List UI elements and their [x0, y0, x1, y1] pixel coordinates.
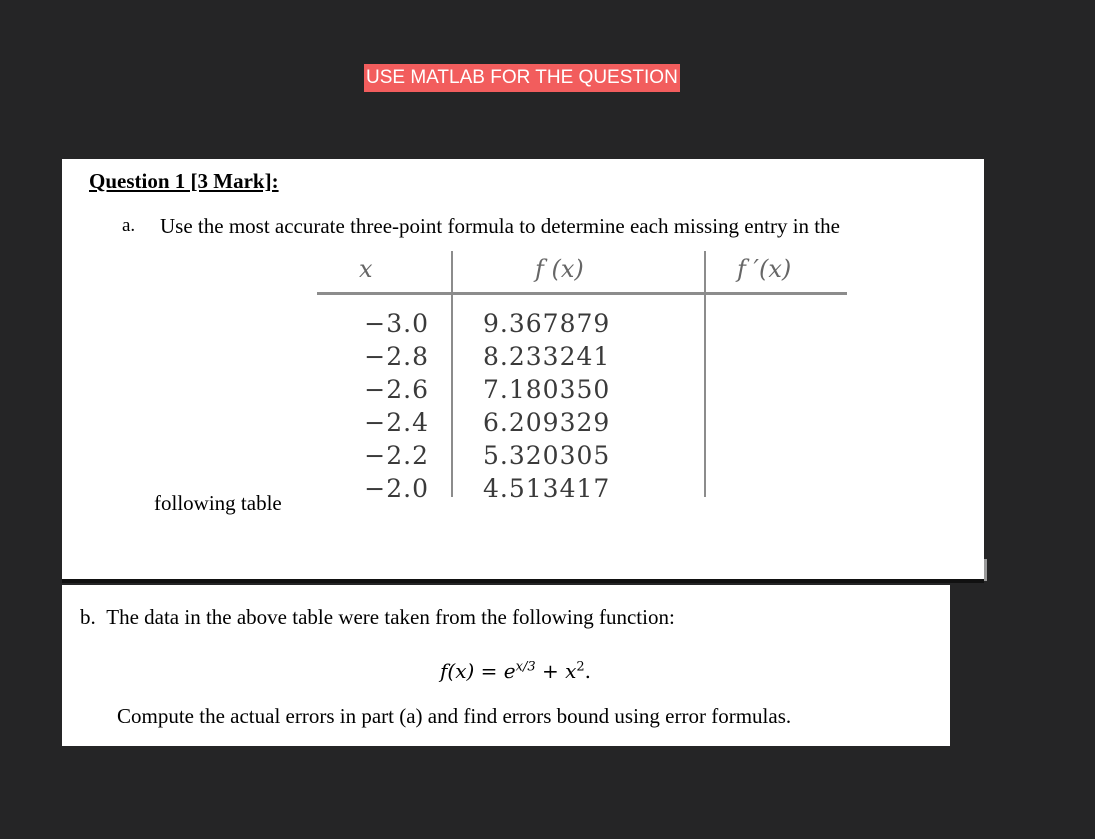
formula-square: 2 [576, 659, 585, 675]
header-fx: f (x) [535, 255, 584, 283]
table-cell-x: −2.4 [364, 408, 429, 437]
function-formula [440, 659, 591, 683]
panel-edge [984, 559, 987, 581]
table-cell-x: −2.8 [364, 342, 429, 371]
question-title: Question 1 [3 Mark]: [89, 169, 279, 193]
table-cell-x: −2.2 [364, 441, 429, 470]
table-cell-fx: 8.233241 [483, 342, 611, 371]
table-cell-fx: 5.320305 [483, 441, 611, 470]
table-column-rule [451, 251, 453, 497]
part-b-marker: b. [80, 605, 96, 629]
fx-column [483, 307, 683, 505]
formula-exponent: x/3 [515, 659, 536, 675]
question-panel-b [62, 585, 950, 746]
formula-lhs: f(x) = e [440, 659, 516, 683]
part-b-statement: The data in the above table were taken from the following function: [106, 605, 675, 629]
table-cell-fx: 4.513417 [483, 474, 611, 503]
table-header-rule [317, 292, 847, 295]
question-panel-a [62, 159, 984, 579]
part-a-continuation: following table [154, 491, 282, 515]
header-x: x [359, 255, 373, 283]
data-table [317, 251, 857, 501]
panel-bottom-rule [62, 579, 984, 583]
table-cell-fx: 9.367879 [483, 309, 611, 338]
part-a-marker: a. [122, 215, 136, 236]
table-cell-fx: 7.180350 [483, 375, 611, 404]
table-cell-x: −2.6 [364, 375, 429, 404]
table-cell-fx: 6.209329 [483, 408, 611, 437]
formula-mid: + x [535, 659, 577, 683]
part-b-instruction: Compute the actual errors in part (a) and find errors bound using error formulas. [117, 704, 792, 728]
part-b-text [80, 605, 675, 630]
table-column-rule [704, 251, 706, 497]
matlab-banner: USE MATLAB FOR THE QUESTION [364, 64, 680, 92]
header-fpx: f ′(x) [737, 255, 792, 283]
table-cell-x: −2.0 [364, 474, 429, 503]
formula-end: . [584, 659, 591, 683]
table-cell-x: −3.0 [364, 309, 429, 338]
x-column [317, 307, 429, 505]
part-a-text: Use the most accurate three-point formula to determine each missing entry in the [160, 214, 840, 238]
